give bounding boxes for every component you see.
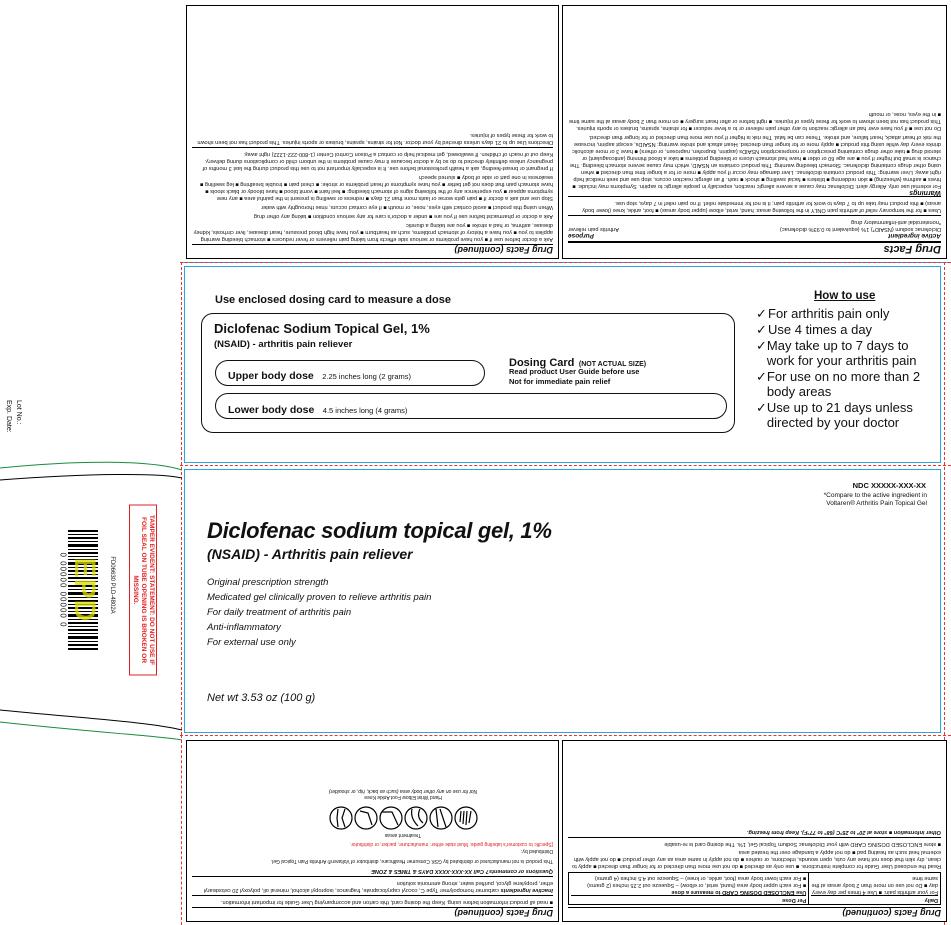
how-to-use-list	[756, 306, 936, 431]
dosing-subtitle: (NSAID) - arthritis pain reliever	[214, 339, 353, 350]
daily-title: Daily	[811, 895, 938, 903]
barcode-digits: 0 00000 00000 0	[58, 552, 68, 628]
use-dosing-card: Use ENCLOSED DOSING CARD to measure a dose	[671, 889, 807, 895]
how-to-use-title: How to use	[814, 290, 876, 302]
front-claims	[207, 575, 431, 650]
dosing-card-line1: Read product User Guide before use	[509, 367, 640, 376]
dosing-card-note: (NOT ACTUAL SIZE)	[578, 361, 647, 368]
warnings-text: For external use only. Allergy alert: Diclofenac may cause a severe allergic reaction, especially in people allergic to aspirin. Symptoms may include: ■ hives ■ asthma (wheezing) ■ skin reddening ■ blisters ■ facial swelling ■ shock ■ rash. If an allergic reaction occurs, stop use and seek medical help right away. Liver warning: This product contains diclofenac. Liver damage may occur if you apply ■ more or for a longer time than directed ■ when using other drugs containing diclofenac. Stomach bleeding warning: This product contains an NSAID, which may cause severe stomach bleeding. The chance is small but higher if you ■ are age 60 or older ■ have had stomach ulcers or bleeding problems ■ take a blood thinning (anticoagulant) or steroid drug ■ take other drugs containing prescription or nonprescription NSAIDs (aspirin, ibuprofen, naproxen, or others) ■ have 3 or more alcoholic drinks every day while using this product ■ apply more or for longer than directed. Heart attack and stroke warning: NSAIDs, except aspirin, increase the risk of heart attack, heart failure, and stroke. These can be fatal. The risk is higher if you use more than directed or for longer than directed.	[569, 134, 941, 189]
questions-text: Questions or comments? Call XX-XXX-XXXX DAYS & TIMES & ZONE	[371, 868, 553, 874]
treatment-areas-caption: Treatment areas	[384, 831, 422, 838]
dosing-product-name: Diclofenac Sodium Topical Gel, 1%	[214, 321, 430, 336]
dashed-line-mid2	[180, 735, 951, 736]
claim: For daily treatment of arthritis pain	[207, 607, 352, 618]
drug-facts-continued-bottom-right	[562, 740, 947, 922]
drug-facts-top-right	[562, 5, 947, 259]
how-to-use-item: For use on no more than 2 body areas	[766, 369, 921, 399]
front-title: Diclofenac sodium topical gel, 1%	[207, 518, 552, 543]
dashed-line-mid1	[180, 465, 951, 466]
check-icon: ✓	[756, 400, 767, 415]
do-not-use-text: Do not use ■ if you have ever had an allergic reaction to any other pain reliever or to a fever reducer ■ for strains, sprains, bruises or sports injuries. This product has not been shown to work for these types of injuries. ■ right before or after heart surgery ■ on more than 2 body areas at the same time ■ in the eyes, nose, or mouth	[568, 111, 941, 131]
active-ingredient-text: Diclofenac sodium (NSAID*) 1% (equivalent to 0.93% diclofenac)	[779, 226, 941, 232]
pregnant-text: If pregnant or breast-feeding, ask a health professional before use. It is especially important not to use this product during the last 3 months of pregnancy unless definitely directed to do so by a doctor because it may cause problems in the unborn child or complications during delivery. Keep out of reach of children. If swallowed, get medical help or contact a Poison Control Center (1-800-222-1222) right away.	[192, 147, 553, 171]
distributed-by: Distributed by:	[521, 847, 553, 854]
claim: Medicated gel clinically proven to relieve arthritis pain	[207, 592, 432, 603]
dosing-card-line2: Not for immediate pain relief	[509, 377, 611, 386]
epd-mark: EPD	[68, 557, 101, 623]
treatment-areas-icon	[328, 805, 478, 831]
ndc-number: NDC XXXXX-XXX-XX	[852, 481, 926, 490]
check-icon: ✓	[756, 338, 767, 353]
dashed-line-top	[180, 262, 951, 263]
ask-doctor-text: Ask a doctor before use if ■ you have problems or serious side effects from taking pain relievers or fever reducers ■ stomach bleeding warning applies to you ■ you have a history of stomach problems, such as heartburn ■ you have high blood pressure, heart disease, liver cirrhosis, kidney disease, asthma, or had a stroke ■ you are taking a diuretic	[193, 222, 553, 242]
lot-label: Lot No.:	[15, 400, 22, 425]
dosing-instruction: Use enclosed dosing card to measure a dose	[215, 294, 451, 306]
other-information-text: Other information ■ store at 20° to 25°C (68° to 77°F). Keep from freezing.	[746, 829, 941, 835]
ask-pharmacist-text: Ask a doctor or pharmacist before use if you are ■ under a doctor's care for any serious condition ■ taking any other drug	[253, 213, 553, 219]
disclaimer-text: This product is not manufactured or distributed by GSK Consumer Healthcare, distributor of Voltaren® Arthritis Pain Topical Gel.	[270, 858, 553, 864]
panel-header: Drug Facts (continued)	[192, 244, 553, 255]
drug-facts-title: Drug Facts	[568, 241, 941, 255]
check-icon: ✓	[756, 306, 767, 321]
how-to-use-item: For arthritis pain only	[768, 306, 890, 321]
check-icon: ✓	[756, 369, 767, 384]
other-info-text: ■ read all product information before using. Keep the dosing card, this carton and accompanying User Guide for important information.	[192, 895, 553, 905]
stop-use-text: Stop use and ask a doctor if ■ pain gets worse or lasts more than 21 days ■ redness or swelling is present in the painful area ■ any new symptoms appear ■ you experience any of the following signs of stomach bleeding: ■ feel faint ■ vomit blood ■ have bloody or black stools ■ have stomach pain that does not get better ■ you have symptoms of heart problems or stroke: ■ chest pain ■ trouble breathing ■ leg swelling ■ weakness in one part or side of body ■ slurred speech	[199, 174, 553, 201]
exp-label: Exp. Date:	[5, 400, 12, 433]
dosing-card-title: Dosing Card	[509, 357, 575, 369]
claim: For external use only	[207, 637, 296, 648]
inactive-header: Inactive ingredients	[500, 887, 553, 893]
check-icon: ✓	[756, 322, 767, 337]
lower-dose-text: ■ For each lower body area (foot, ankle, or knee) – Squeeze out 4.5 inches (4 grams)	[594, 875, 807, 881]
dashed-line-left-bottom	[181, 735, 182, 925]
treatment-areas-labels: Hand Wrist Elbow Foot Ankle Knee	[364, 794, 442, 801]
uses-text: Uses ■ for the temporary relief of arthritis pain ONLY in the following areas: hand, wrist, elbow (upper body areas) ■ foot, ankle, knee (lower body areas) ■ this product may take up to 7 days to work for arthritis pain; it is not for immediate relief. If no pain relief in 7 days, stop use.	[568, 196, 941, 213]
product-codes: FD06630 PLD-4802A	[109, 556, 115, 614]
directions-text: Directions Use up to 21 days unless directed by your doctor. Not for strains, sprains, bruises or sports injuries. This product has not been shown to work for these types of injuries.	[197, 132, 553, 145]
daily-text: For your arthritis pain: ■ Use 4 times per day every day ■ Do not use on more than 2 body areas at the same time	[811, 875, 938, 895]
store-card-text: ■ store ENCLOSED DOSING CARD with your Diclofenac Sodium Topical Gel, 1%. The dosing card is re-usable	[568, 837, 941, 847]
net-weight: Net wt 3.53 oz (100 g)	[207, 692, 316, 704]
upper-body-dose-detail: 2.25 inches long (2 grams)	[322, 372, 412, 381]
panel-header: Drug Facts (continued)	[568, 907, 941, 918]
drug-facts-continued-top-left	[186, 5, 559, 259]
lower-body-dose-detail: 4.5 inches long (4 grams)	[322, 406, 408, 415]
front-subtitle: (NSAID) - Arthritis pain reliever	[207, 546, 413, 562]
drug-facts-continued-bottom-left	[186, 740, 559, 922]
purpose-label: Purpose	[568, 232, 595, 239]
side-panel	[60, 500, 160, 680]
how-to-use-item: Use up to 21 days unless directed by your doctor	[766, 400, 913, 430]
purpose-text: Arthritis pain reliever	[568, 226, 619, 232]
panel-header: Drug Facts (continued)	[192, 907, 553, 918]
active-ingredient-label: Active ingredient	[888, 232, 941, 239]
treatment-areas-note: Not for use on any other body area (such as back, hip, or shoulder)	[328, 787, 478, 794]
lower-body-dose-label: Lower body dose	[228, 404, 315, 416]
tamper-statement: TAMPER EVIDENT: STATEMENT: DO NOT USE IF FOIL SEAL ON TUBE OPENING IS BROKEN OR MISSING.	[123, 500, 163, 680]
claim: Original prescription strength	[207, 577, 329, 588]
nsaid-note: *nonsteroidal anti-inflammatory drug	[568, 215, 941, 225]
upper-body-dose-label: Upper body dose	[228, 370, 314, 382]
specific-note: [Specific to customer's labeling guide: Must state either: manufacturer, packer, or distributor.	[350, 841, 553, 848]
how-to-use-item: May take up to 7 days to work for your arthritis pain	[766, 338, 917, 368]
read-guide-text: Read the enclosed User Guide for complete instructions. ■ use only as directed ■ do not use more than directed or for longer than directed ■ apply to clean, dry skin that does not have any cuts, open wounds, infections, or rashes ■ do not apply in same area as any other product ■ do not apply with external heat such as heating pad ■ do not apply a bandage over the treated area	[572, 849, 941, 869]
claim: Anti-inflammatory	[207, 622, 281, 633]
when-using-text: When using this product ■ avoid contact with eyes, nose, or mouth ■ if eye contact occurs, rinse thoroughly with water	[261, 204, 553, 210]
upper-dose-text: ■ For each upper body area (hand, wrist, or elbow) – Squeeze out 2.25 inches (2 grams)	[587, 882, 807, 888]
how-to-use-item: Use 4 times a day	[768, 322, 873, 337]
warnings-header: Warnings	[909, 189, 941, 196]
per-dose-title: Per Dose	[571, 895, 806, 903]
compare-note: *Compare to the active ingredient in Voltaren® Arthritis Pain Topical Gel	[823, 492, 927, 507]
inactive-text: carbomer homopolymer Type C, cocoyl caprylocaprate, fragrance, isopropyl alcohol, mineral oil, polyoxyl 20 cetostearyl ether, propylene glycol, purified water, strong ammonia solution	[203, 880, 553, 893]
